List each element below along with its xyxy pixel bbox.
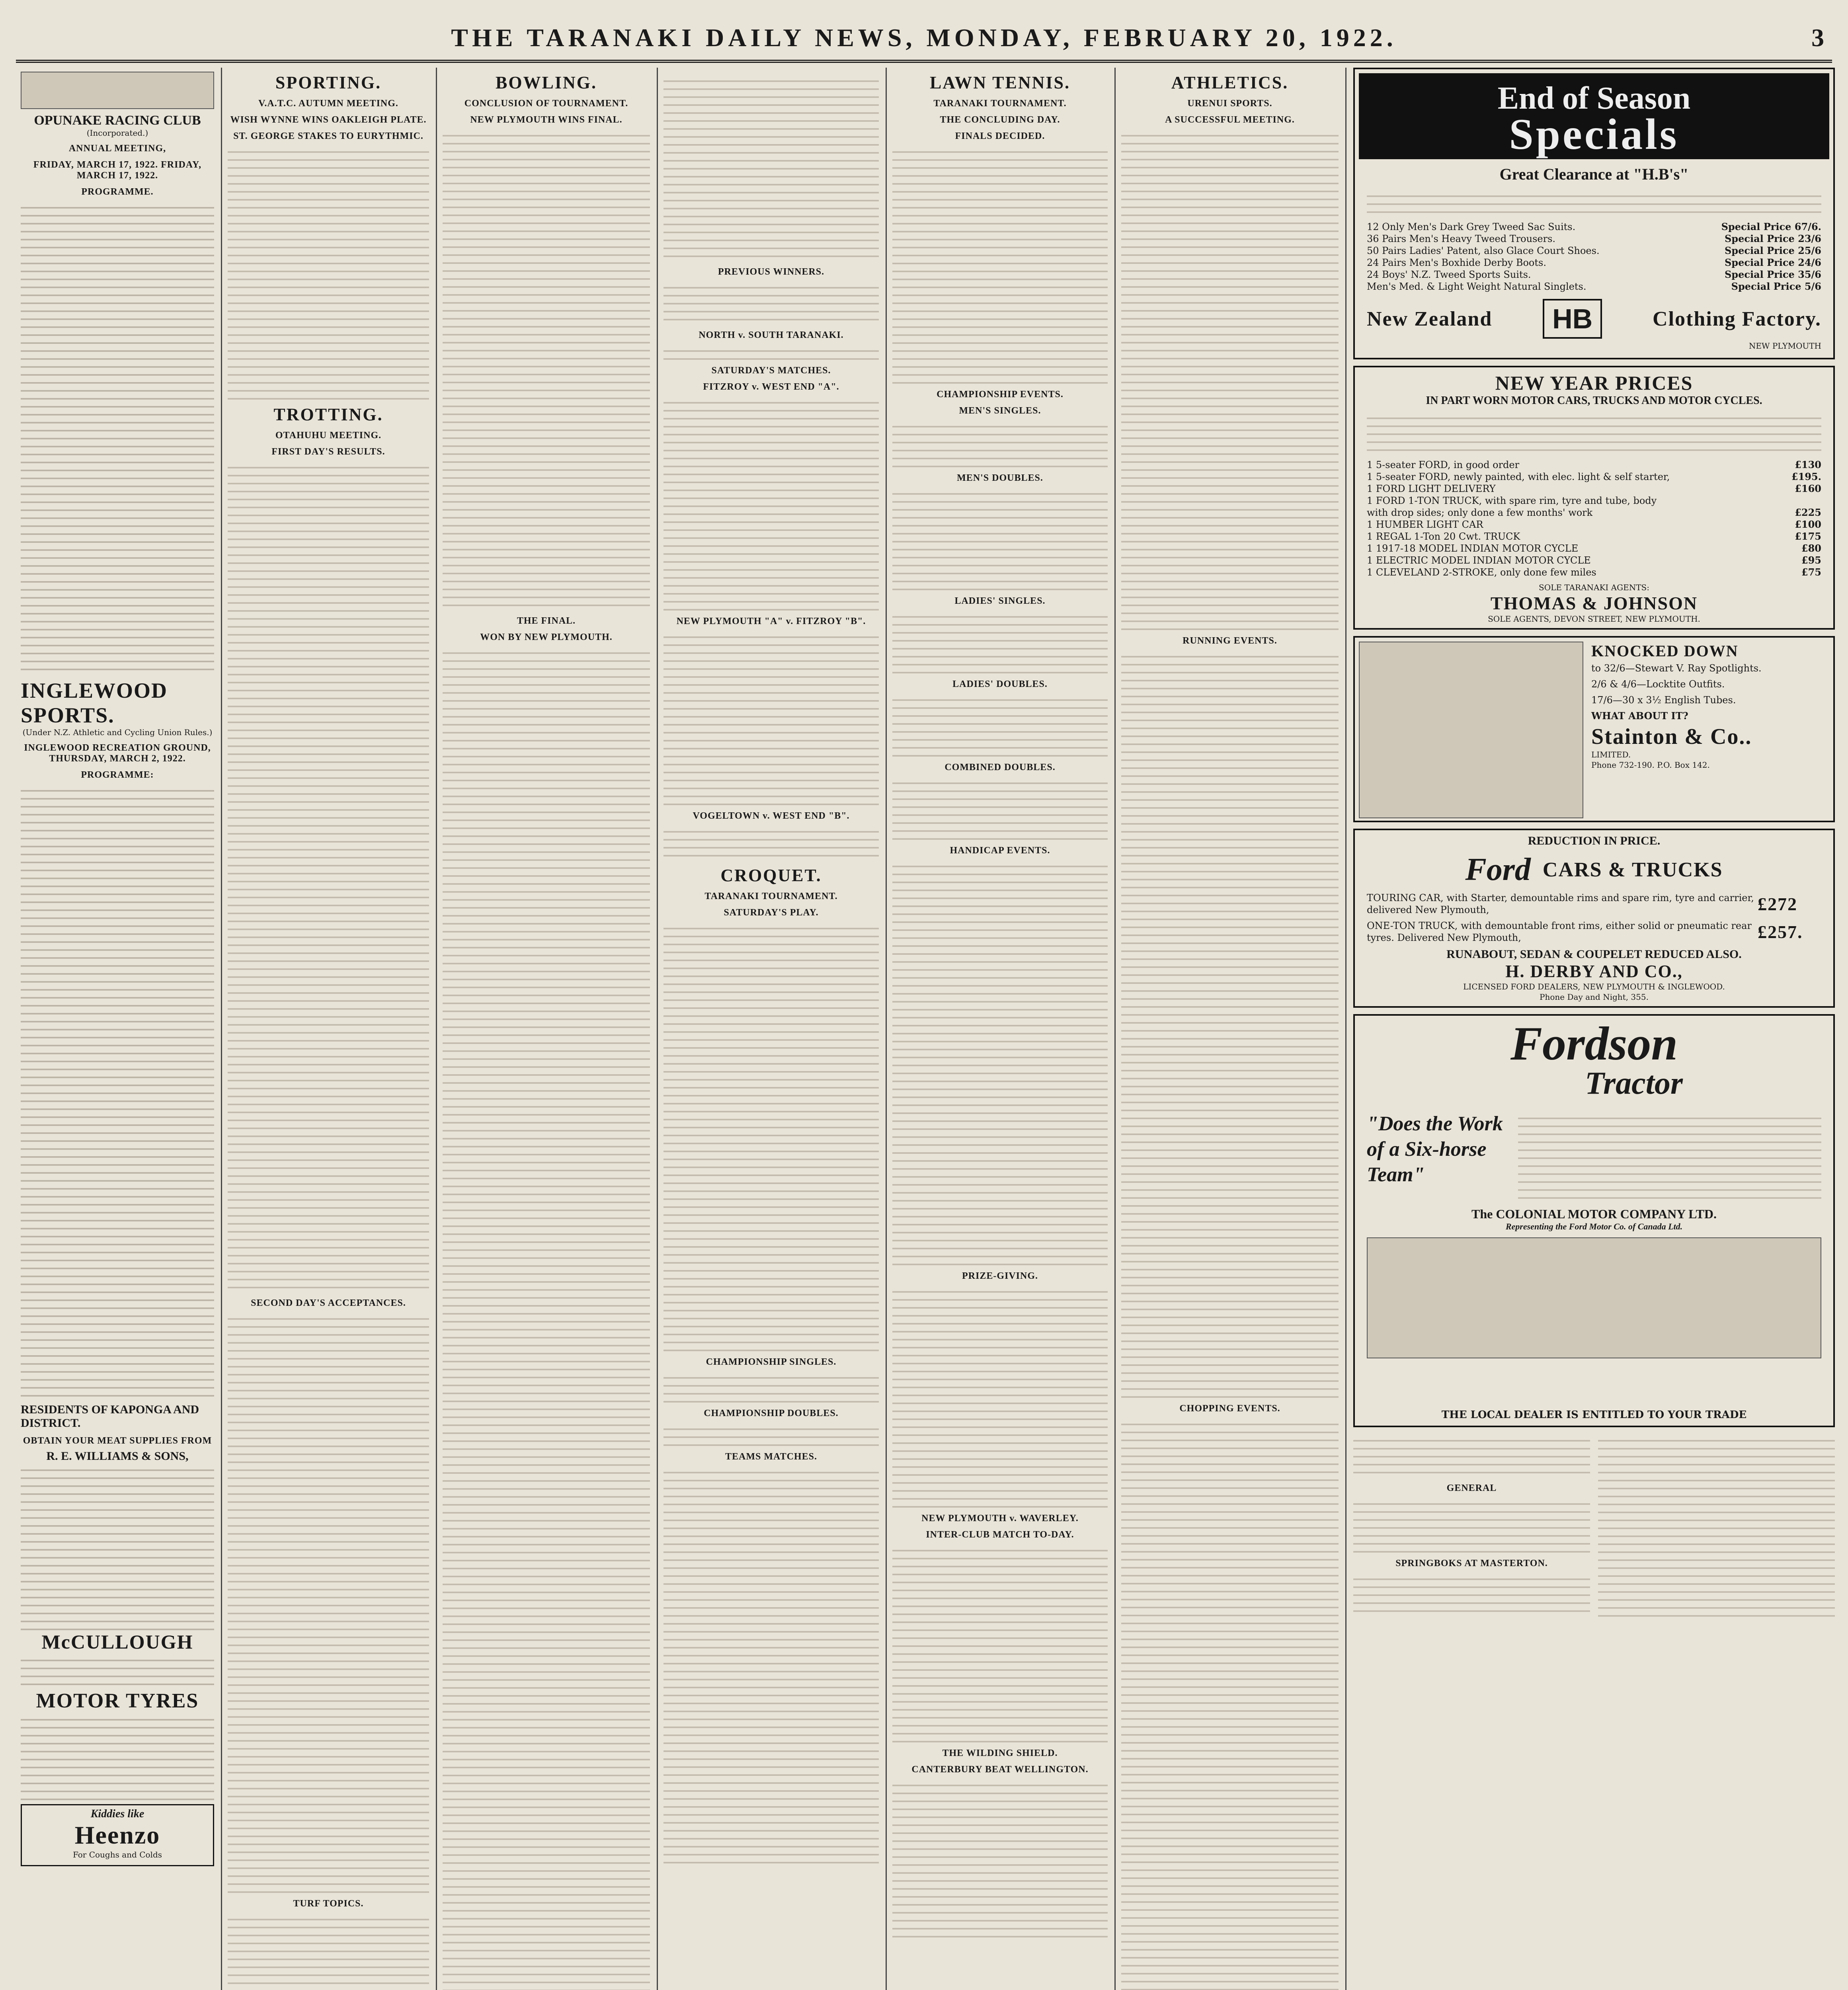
ladies-singles-text bbox=[892, 610, 1108, 673]
turf-topics-text bbox=[228, 1912, 429, 1990]
colonial-motor: The COLONIAL MOTOR COMPANY LTD. bbox=[1471, 1207, 1717, 1221]
horse-racing-illustration bbox=[21, 72, 214, 109]
touring-car-price: £272 bbox=[1758, 894, 1797, 914]
ladies-doubles-text bbox=[892, 693, 1108, 757]
stainton-line: 2/6 & 4/6—Locktite Outfits. bbox=[1591, 679, 1725, 690]
great-clearance: Great Clearance at "H.B's" bbox=[1499, 165, 1689, 183]
vehicle-row-price: £160 bbox=[1795, 483, 1821, 494]
fordson-quote: "Does the Work of a Six-horse Team" bbox=[1367, 1112, 1503, 1186]
teams-matches-heading: TEAMS MATCHES. bbox=[725, 1452, 817, 1462]
stainton-limited: LIMITED. bbox=[1591, 750, 1631, 759]
classifieds-column bbox=[16, 68, 219, 1990]
oakleigh-heading: WISH WYNNE WINS OAKLEIGH PLATE. bbox=[230, 115, 427, 125]
annual-meeting: ANNUAL MEETING, bbox=[68, 143, 166, 154]
special-row-item: 36 Pairs Men's Heavy Tweed Trousers. bbox=[1367, 233, 1556, 244]
inter-club-heading: INTER-CLUB MATCH TO-DAY. bbox=[926, 1530, 1074, 1540]
special-row-price: Special Price 23/6 bbox=[1724, 233, 1821, 244]
vehicle-row-item: 1 CLEVELAND 2-STROKE, only done few miles bbox=[1367, 567, 1596, 578]
heenzo-ad bbox=[21, 1804, 214, 1866]
end-of-season-ad bbox=[1353, 68, 1835, 359]
bowling-heading: BOWLING. bbox=[495, 73, 597, 92]
page-number: 3 bbox=[1811, 23, 1824, 52]
croquet-tournament-heading: TARANAKI TOURNAMENT. bbox=[704, 891, 838, 901]
racing-club-sub: (Incorporated.) bbox=[86, 128, 148, 138]
tractor-illustration bbox=[1367, 1237, 1821, 1358]
tennis-tournament-heading: TARANAKI TOURNAMENT. bbox=[933, 98, 1067, 109]
vehicle-row-item: 1 1917-18 MODEL INDIAN MOTOR CYCLE bbox=[1367, 543, 1579, 554]
kaponga-heading: RESIDENTS OF KAPONGA AND DISTRICT. bbox=[21, 1403, 199, 1430]
tennis-intro-text bbox=[892, 145, 1108, 384]
hb-logo: HB bbox=[1543, 299, 1602, 339]
special-row-item: 24 Pairs Men's Boxhide Derby Boots. bbox=[1367, 257, 1546, 268]
vehicle-row-item: 1 ELECTRIC MODEL INDIAN MOTOR CYCLE bbox=[1367, 555, 1591, 566]
eos-line2: Specials bbox=[1509, 110, 1679, 158]
croquet-heading: CROQUET. bbox=[720, 866, 822, 885]
knocked-down-heading: KNOCKED DOWN bbox=[1591, 642, 1739, 660]
meat-supplies: OBTAIN YOUR MEAT SUPPLIES FROM bbox=[23, 1436, 212, 1446]
sporting-column bbox=[223, 68, 434, 1990]
stainton-name: Stainton & Co.. bbox=[1591, 724, 1752, 749]
stainton-phone: Phone 732-190. P.O. Box 142. bbox=[1591, 760, 1710, 770]
vehicle-row-item: 1 HUMBER LIGHT CAR bbox=[1367, 519, 1483, 530]
tyres-text bbox=[21, 1713, 214, 1800]
bowling-column bbox=[438, 68, 655, 1990]
one-ton-truck-text: ONE-TON TRUCK, with demountable front rims, either solid or pneumatic rear tyres. Delivered New Plymouth, bbox=[1367, 920, 1752, 943]
butchers-text bbox=[21, 1463, 214, 1630]
new-year-heading: NEW YEAR PRICES bbox=[1495, 372, 1693, 394]
touring-car-text: TOURING CAR, with Starter, demountable rims and spare rim, tyre and carrier, delivered New Plymouth, bbox=[1367, 892, 1754, 915]
ford-ad bbox=[1353, 829, 1835, 1008]
heenzo-sub: For Coughs and Colds bbox=[72, 1850, 162, 1859]
ladies-doubles-heading: LADIES' DOUBLES. bbox=[952, 679, 1048, 689]
thomas-johnson: THOMAS & JOHNSON bbox=[1490, 593, 1698, 613]
north-south-text bbox=[663, 344, 879, 360]
special-row bbox=[1359, 245, 1829, 257]
handicap-text bbox=[892, 859, 1108, 1265]
prize-giving-text bbox=[892, 1285, 1108, 1508]
sole-agents-label: SOLE TARANAKI AGENTS: bbox=[1539, 583, 1649, 592]
croquet-saturday-heading: SATURDAY'S PLAY. bbox=[724, 907, 819, 918]
vehicle-row-item: 1 REGAL 1-Ton 20 Cwt. TRUCK bbox=[1367, 531, 1520, 542]
vehicle-row-price: £225 bbox=[1795, 507, 1821, 518]
runabout-reduced: RUNABOUT, SEDAN & COUPELET REDUCED ALSO. bbox=[1446, 948, 1742, 961]
won-by-np-heading: WON BY NEW PLYMOUTH. bbox=[480, 632, 613, 642]
masthead bbox=[16, 16, 1832, 63]
conclusion-heading: CONCLUSION OF TOURNAMENT. bbox=[464, 98, 628, 109]
handicap-events-heading: HANDICAP EVENTS. bbox=[950, 845, 1050, 856]
vehicle-row bbox=[1359, 554, 1829, 566]
specials-list bbox=[1359, 221, 1829, 293]
vehicle-row bbox=[1359, 531, 1829, 542]
hb-town: NEW PLYMOUTH bbox=[1748, 341, 1821, 351]
champ-doubles-text bbox=[663, 1422, 879, 1446]
special-row bbox=[1359, 269, 1829, 281]
athletics-column bbox=[1116, 68, 1343, 1990]
springboks-heading: SPRINGBOKS AT MASTERTON. bbox=[1395, 1558, 1548, 1569]
vehicle-row bbox=[1359, 507, 1829, 519]
finals-decided-heading: FINALS DECIDED. bbox=[955, 131, 1045, 141]
vehicle-row-price: £95 bbox=[1801, 554, 1821, 566]
first-day-heading: FIRST DAY'S RESULTS. bbox=[271, 447, 385, 457]
ford-logo: Ford bbox=[1465, 852, 1531, 887]
vehicle-list bbox=[1359, 459, 1829, 578]
stainton-ad bbox=[1353, 636, 1835, 822]
column-rule bbox=[436, 68, 437, 1990]
acceptances-text bbox=[228, 1312, 429, 1893]
vatc-text bbox=[228, 145, 429, 400]
mens-singles-heading: MEN'S SINGLES. bbox=[959, 406, 1041, 416]
previous-winners-text bbox=[663, 281, 879, 324]
vehicle-row-item: 1 FORD LIGHT DELIVERY bbox=[1367, 483, 1496, 494]
ford-phone: Phone Day and Night, 355. bbox=[1540, 992, 1649, 1002]
sports-programme-text bbox=[21, 784, 214, 1397]
np-fitzroy-heading: NEW PLYMOUTH "A" v. FITZROY "B". bbox=[676, 616, 866, 626]
williams-sons: R. E. WILLIAMS & SONS, bbox=[46, 1450, 189, 1463]
fordson-logo: Fordson bbox=[1510, 1017, 1678, 1070]
lower-text-columns bbox=[1353, 1434, 1835, 1617]
general-heading: GENERAL bbox=[1446, 1483, 1497, 1493]
racing-club-name: OPUNAKE RACING CLUB bbox=[34, 113, 201, 128]
fordson-ad bbox=[1353, 1014, 1835, 1427]
thomas-johnson-address: SOLE AGENTS, DEVON STREET, NEW PLYMOUTH. bbox=[1488, 614, 1700, 624]
final-heading: THE FINAL. bbox=[517, 616, 576, 626]
running-events-heading: RUNNING EVENTS. bbox=[1183, 636, 1277, 646]
np-wins-heading: NEW PLYMOUTH WINS FINAL. bbox=[470, 115, 623, 125]
column-rule bbox=[657, 68, 658, 1990]
special-row-price: Special Price 35/6 bbox=[1724, 269, 1821, 280]
croquet-text bbox=[663, 921, 879, 1351]
wilding-shield-heading: THE WILDING SHIELD. bbox=[942, 1748, 1058, 1758]
trotting-heading: TROTTING. bbox=[273, 405, 383, 424]
stainton-line: WHAT ABOUT IT? bbox=[1591, 710, 1688, 722]
new-year-sub: IN PART WORN MOTOR CARS, TRUCKS AND MOTOR CYCLES. bbox=[1426, 394, 1762, 407]
vehicle-row-price: £80 bbox=[1801, 542, 1821, 554]
mens-doubles-text bbox=[892, 487, 1108, 590]
special-row-price: Special Price 25/6 bbox=[1724, 245, 1821, 256]
vehicle-row-item: 1 5-seater FORD, newly painted, with elec. light & self starter, bbox=[1367, 471, 1670, 482]
bowling-text bbox=[443, 129, 650, 610]
concluding-day-heading: THE CONCLUDING DAY. bbox=[940, 115, 1060, 125]
st-george-heading: ST. GEORGE STAKES TO EURYTHMIC. bbox=[233, 131, 423, 141]
fitzroy-westend-heading: FITZROY v. WEST END "A". bbox=[703, 382, 839, 392]
second-day-heading: SECOND DAY'S ACCEPTANCES. bbox=[251, 1298, 406, 1308]
special-row-item: 12 Only Men's Dark Grey Tweed Sac Suits. bbox=[1367, 221, 1576, 232]
vogeltown-text bbox=[663, 825, 879, 860]
column-rule bbox=[221, 68, 222, 1990]
wilding-text bbox=[892, 1778, 1108, 1937]
h-derby: H. DERBY AND CO., bbox=[1505, 962, 1683, 981]
vehicle-row bbox=[1359, 542, 1829, 554]
inglewood-sports-heading: INGLEWOOD SPORTS. bbox=[21, 679, 168, 727]
motor-tyres-heading: MOTOR TYRES bbox=[36, 1690, 199, 1712]
race-programme-text bbox=[21, 201, 214, 670]
stainton-line: to 32/6—Stewart V. Ray Spotlights. bbox=[1591, 663, 1762, 674]
results-text bbox=[1598, 1434, 1835, 1617]
heenzo-logo: Heenzo bbox=[74, 1821, 160, 1849]
vehicle-row bbox=[1359, 471, 1829, 483]
vehicle-row-price: £100 bbox=[1795, 519, 1821, 530]
lawn-tennis-heading: LAWN TENNIS. bbox=[929, 73, 1071, 92]
croquet-column bbox=[659, 68, 884, 1990]
mens-doubles-heading: MEN'S DOUBLES. bbox=[957, 473, 1043, 483]
column-rule bbox=[1114, 68, 1116, 1990]
vehicle-row-price: £195. bbox=[1791, 471, 1821, 482]
np-fitzroy-text bbox=[663, 630, 879, 805]
otahuhu-heading: OTAHUHU MEETING. bbox=[275, 430, 382, 441]
trotting-results-text bbox=[228, 460, 429, 1292]
sporting-heading: SPORTING. bbox=[275, 73, 382, 92]
bowling-continued-text bbox=[663, 74, 879, 261]
vehicle-row-price: £75 bbox=[1801, 566, 1821, 578]
special-row bbox=[1359, 233, 1829, 245]
hb-right-text: Clothing Factory. bbox=[1653, 307, 1821, 330]
springboks-text bbox=[1353, 1572, 1590, 1612]
vehicle-row-price: £130 bbox=[1795, 459, 1821, 470]
successful-meeting-heading: A SUCCESSFUL MEETING. bbox=[1165, 115, 1295, 125]
inglewood-sub: (Under N.Z. Athletic and Cycling Union Rules.) bbox=[22, 728, 213, 737]
general-text bbox=[1353, 1497, 1590, 1553]
chopping-events-heading: CHOPPING EVENTS. bbox=[1179, 1403, 1280, 1414]
inter-club-text bbox=[892, 1543, 1108, 1742]
vehicle-row-item: 1 5-seater FORD, in good order bbox=[1367, 459, 1520, 470]
running-events-text bbox=[1121, 650, 1339, 1398]
lawn-tennis-column bbox=[888, 68, 1112, 1990]
clearance-text bbox=[1367, 189, 1821, 217]
new-year-prices-ad bbox=[1353, 366, 1835, 630]
hb-left-text: New Zealand bbox=[1367, 307, 1493, 330]
special-row-price: Special Price 5/6 bbox=[1731, 281, 1821, 292]
colonial-rep: Representing the Ford Motor Co. of Canada Ltd. bbox=[1505, 1221, 1683, 1231]
one-ton-truck-price: £257. bbox=[1758, 921, 1803, 942]
vehicle-row bbox=[1359, 566, 1829, 578]
cars-trucks-heading: CARS & TRUCKS bbox=[1542, 858, 1723, 881]
athletics-heading: ATHLETICS. bbox=[1171, 73, 1289, 92]
programme-heading: PROGRAMME. bbox=[81, 187, 154, 197]
inglewood-date: INGLEWOOD RECREATION GROUND, THURSDAY, MARCH 2, 1922. bbox=[24, 743, 211, 764]
combined-doubles-text bbox=[892, 776, 1108, 840]
vehicle-row-item: with drop sides; only done a few months' work bbox=[1367, 507, 1593, 518]
turf-topics-heading: TURF TOPICS. bbox=[293, 1898, 364, 1909]
local-dealer-footer: THE LOCAL DEALER IS ENTITLED TO YOUR TRADE bbox=[1441, 1409, 1747, 1421]
eos-line1: End of Season bbox=[1497, 81, 1691, 116]
canterbury-heading: CANTERBURY BEAT WELLINGTON. bbox=[911, 1764, 1089, 1775]
urenui-text bbox=[1121, 129, 1339, 630]
ford-dealers-sub: LICENSED FORD DEALERS, NEW PLYMOUTH & INGLEWOOD. bbox=[1463, 982, 1725, 991]
mens-singles-text bbox=[892, 419, 1108, 467]
special-row bbox=[1359, 221, 1829, 233]
column-rule bbox=[886, 68, 887, 1990]
special-row-price: Special Price 24/6 bbox=[1724, 257, 1821, 268]
vehicle-row-price: £175 bbox=[1795, 531, 1821, 542]
vehicle-row bbox=[1359, 459, 1829, 471]
vehicle-row bbox=[1359, 483, 1829, 495]
vehicle-row-item: 1 FORD 1-TON TRUCK, with spare rim, tyre and tube, body bbox=[1367, 495, 1657, 506]
special-row bbox=[1359, 257, 1829, 269]
cartoon-illustration bbox=[1359, 642, 1583, 818]
north-south-heading: NORTH v. SOUTH TARANAKI. bbox=[699, 330, 844, 340]
heenzo-tagline: Kiddies like bbox=[90, 1808, 144, 1820]
mccullough-heading: McCULLOUGH bbox=[41, 1631, 193, 1653]
urenui-sports-heading: URENUI SPORTS. bbox=[1187, 98, 1272, 109]
end-of-season-banner bbox=[1359, 73, 1829, 159]
special-row-price: Special Price 67/6. bbox=[1721, 221, 1821, 232]
fitzroy-text bbox=[663, 396, 879, 611]
newspaper-title: THE TARANAKI DAILY NEWS, MONDAY, FEBRUARY 20, 1922. bbox=[451, 23, 1397, 52]
meeting-dates: FRIDAY, MARCH 17, 1922. FRIDAY, MARCH 17, 1922. bbox=[33, 160, 202, 181]
stainton-line: 17/6—30 x 3½ English Tubes. bbox=[1591, 695, 1736, 706]
championship-singles-heading: CHAMPIONSHIP SINGLES. bbox=[706, 1357, 837, 1367]
vatc-heading: V.A.T.C. AUTUMN MEETING. bbox=[258, 98, 398, 109]
testimonial-letter-text bbox=[1518, 1111, 1821, 1199]
vehicle-row bbox=[1359, 495, 1829, 507]
vehicle-row bbox=[1359, 519, 1829, 531]
special-row-item: Men's Med. & Light Weight Natural Singlets. bbox=[1367, 281, 1587, 292]
previous-winners-heading: PREVIOUS WINNERS. bbox=[718, 267, 825, 277]
fordson-tractor: Tractor bbox=[1585, 1066, 1683, 1101]
final-report-text bbox=[443, 646, 650, 1990]
advertisement-column bbox=[1353, 68, 1835, 1617]
programme2-heading: PROGRAMME: bbox=[81, 770, 154, 780]
special-row-item: 50 Pairs Ladies' Patent, also Glace Court Shoes. bbox=[1367, 245, 1600, 256]
column-rule bbox=[1345, 68, 1346, 1990]
saturday-matches-heading: SATURDAY'S MATCHES. bbox=[711, 365, 831, 376]
ladies-singles-heading: LADIES' SINGLES. bbox=[954, 596, 1046, 606]
special-row bbox=[1359, 281, 1829, 293]
mccullough-text bbox=[21, 1653, 214, 1685]
prize-giving-heading: PRIZE-GIVING. bbox=[962, 1271, 1038, 1281]
vogeltown-heading: VOGELTOWN v. WEST END "B". bbox=[693, 811, 850, 821]
champ-singles-text bbox=[663, 1371, 879, 1403]
np-waverley-heading: NEW PLYMOUTH v. WAVERLEY. bbox=[921, 1513, 1079, 1524]
special-row-item: 24 Boys' N.Z. Tweed Sports Suits. bbox=[1367, 269, 1531, 280]
chopping-events-text bbox=[1121, 1417, 1339, 1990]
reduction-heading: REDUCTION IN PRICE. bbox=[1528, 834, 1661, 847]
new-year-intro-text bbox=[1367, 411, 1821, 455]
advertising-paragraphs-text bbox=[663, 1465, 879, 1863]
athletics-continued-text bbox=[1353, 1434, 1590, 1477]
championship-events-heading: CHAMPIONSHIP EVENTS. bbox=[937, 389, 1064, 400]
combined-doubles-heading: COMBINED DOUBLES. bbox=[944, 762, 1056, 773]
championship-doubles-heading: CHAMPIONSHIP DOUBLES. bbox=[704, 1408, 839, 1418]
